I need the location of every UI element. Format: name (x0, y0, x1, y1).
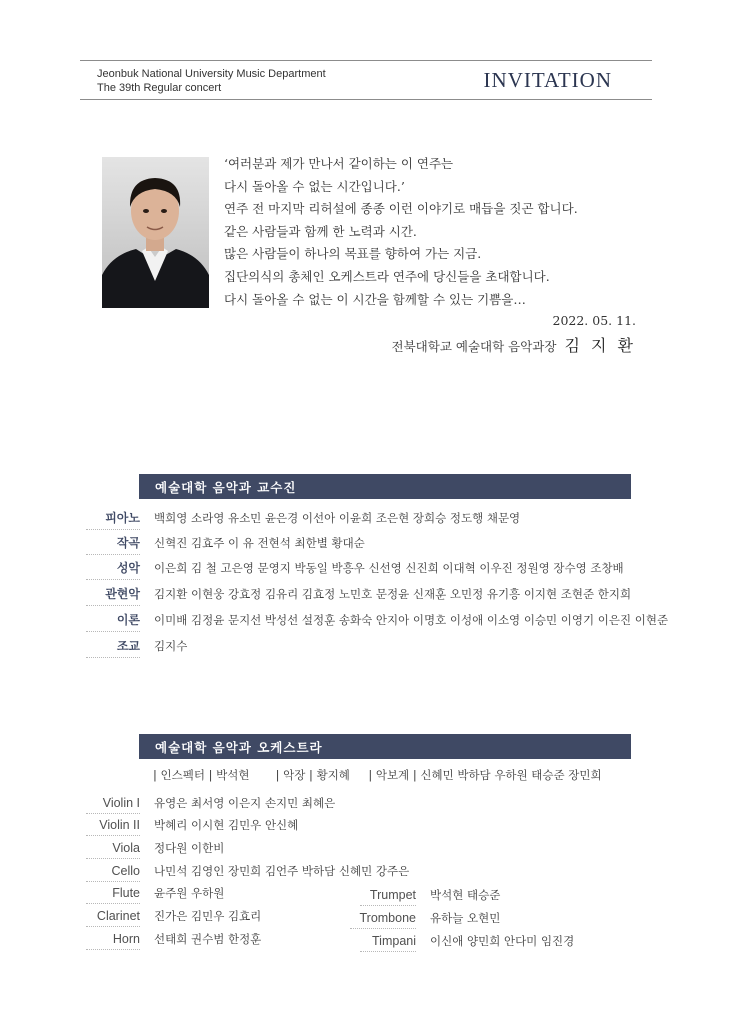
faculty-label: 관현악 (86, 584, 140, 606)
message-line: 집단의식의 총체인 오케스트라 연주에 당신들을 초대합니다. (224, 268, 550, 284)
portrait-photo (102, 157, 209, 308)
message-line: 같은 사람들과 함께 한 노력과 시간. (224, 223, 417, 239)
staff-librarian: | 악보계 | 신혜민 박하담 우하원 태승준 장민희 (368, 768, 602, 782)
orchestra-heading-bar (139, 734, 631, 759)
instrument-names: 선태희 권수범 한정훈 (154, 932, 262, 946)
faculty-label: 조교 (86, 636, 140, 658)
instrument-names: 윤주원 우하원 (154, 886, 225, 900)
faculty-row-theory (0, 610, 730, 632)
instrument-names: 유하늘 오현민 (430, 911, 501, 925)
signer-name: 김 지 환 (564, 336, 636, 355)
invitation-message (224, 153, 578, 311)
faculty-row-composition (0, 533, 730, 555)
instrument-names: 유영은 최서영 이은지 손지민 최혜은 (154, 796, 336, 810)
instrument-label: Trombone (350, 908, 416, 929)
faculty-label: 성악 (86, 558, 140, 580)
instrument-label: Timpani (360, 931, 416, 952)
staff-inspector: | 인스펙터 | 박석현 (153, 768, 250, 782)
header-top-rule (80, 60, 652, 61)
faculty-names: 백희영 소라영 유소민 윤은경 이선아 이윤희 조은현 장희승 정도행 채문영 (154, 511, 521, 525)
portrait-illustration (102, 157, 209, 308)
message-date: 2022. 05. 11. (552, 313, 636, 328)
instrument-label: Viola (86, 838, 140, 859)
instrument-label: Violin II (86, 815, 140, 836)
faculty-heading-bar (139, 474, 631, 499)
invitation-title: INVITATION (483, 68, 612, 92)
faculty-label: 이론 (86, 610, 140, 632)
faculty-row-piano (0, 508, 730, 530)
instrument-names: 진가은 김민우 김효리 (154, 909, 262, 923)
faculty-names: 김지수 (154, 639, 188, 653)
faculty-names: 이은희 김 철 고은영 문영지 박동일 박흥우 신선영 신진희 이대혁 이우진 정원영 장수영 조창배 (154, 561, 624, 575)
orchestra-staff (153, 767, 602, 783)
instrument-label: Cello (86, 861, 140, 882)
faculty-names: 이미배 김정윤 문지선 박성선 설정훈 송화숙 안지아 이명호 이성애 이소영 이승민 이영기 이은진 이현준 (154, 613, 669, 627)
instrument-names: 박석현 태승준 (430, 888, 501, 902)
faculty-row-voice (0, 558, 730, 580)
faculty-label: 작곡 (86, 533, 140, 555)
faculty-row-assistant (0, 636, 730, 658)
message-line: ‘여러분과 제가 만나서 같이하는 이 연주는 (224, 156, 454, 171)
staff-concertmaster: | 악장 | 황지혜 (275, 768, 350, 782)
instrument-label: Clarinet (86, 906, 140, 927)
faculty-label: 피아노 (86, 508, 140, 530)
message-line: 연주 전 마지막 리허설에 종종 이런 이야기로 매듭을 짓곤 합니다. (224, 201, 578, 217)
faculty-names: 김지환 이현웅 강효정 김유리 김효정 노민호 문정윤 신재훈 오민정 유기흥 이지현 조현준 한지희 (154, 587, 632, 601)
instrument-names: 이신애 양민희 안다미 임진경 (430, 934, 575, 948)
orchestra-heading: 예술대학 음악과 오케스트라 (155, 740, 323, 755)
faculty-names: 신혁진 김효주 이 유 전현석 최한별 황대순 (154, 536, 365, 550)
message-line: 다시 돌아올 수 없는 이 시간을 함께할 수 있는 기쁨을… (224, 291, 526, 307)
instrument-label: Trumpet (360, 885, 416, 906)
instrument-names: 나민석 김영인 장민희 김언주 박하담 신혜민 강주은 (154, 864, 410, 878)
message-line: 다시 돌아올 수 없는 시간입니다.’ (224, 178, 405, 194)
instrument-names: 정다원 이한비 (154, 841, 225, 855)
header-bottom-rule (80, 99, 652, 100)
message-signature (392, 333, 636, 356)
header-department: Jeonbuk National University Music Department (97, 68, 326, 80)
instrument-label: Horn (86, 929, 140, 950)
instrument-label: Violin I (86, 793, 140, 814)
instrument-names: 박혜리 이시현 김민우 안신혜 (154, 818, 299, 832)
header-concert: The 39th Regular concert (97, 82, 222, 94)
message-line: 많은 사람들이 하나의 목표를 향하여 가는 지금. (224, 246, 482, 262)
faculty-heading: 예술대학 음악과 교수진 (155, 480, 297, 495)
signer-title: 전북대학교 예술대학 음악과장 (391, 339, 557, 354)
faculty-row-orchestral (0, 584, 730, 606)
instrument-label: Flute (86, 883, 140, 904)
